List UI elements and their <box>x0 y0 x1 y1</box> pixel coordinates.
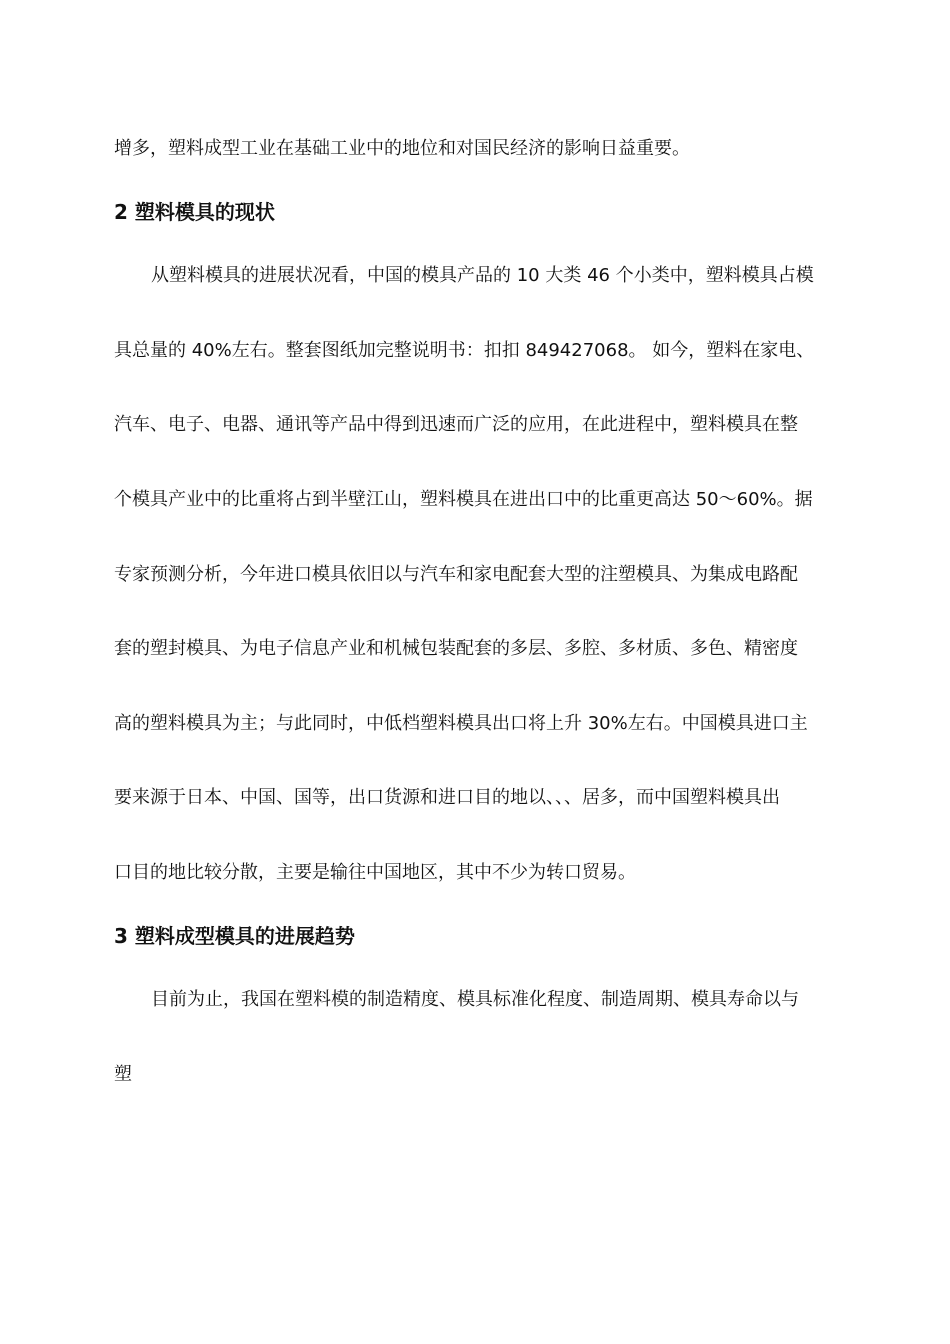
section-2-line-9: 口目的地比较分散，主要是输往中国地区，其中不少为转口贸易。 <box>114 862 636 883</box>
section-2-line-3: 汽车、电子、电器、通讯等产品中得到迅速而广泛的应用，在此进程中，塑料模具在整 <box>114 414 798 435</box>
section-2-line-7: 高的塑料模具为主；与此同时，中低档塑料模具出口将上升 30%左右。中国模具进口主 <box>114 713 808 734</box>
section-2-line-1: 从塑料模具的进展状况看，中国的模具产品的 10 大类 46 个小类中，塑料模具占模 <box>151 265 814 286</box>
section-2-line-2: 具总量的 40%左右。整套图纸加完整说明书：扣扣 849427068。 如今，塑料在家电、 <box>114 340 815 361</box>
paragraph-tail-line: 增多，塑料成型工业在基础工业中的地位和对国民经济的影响日益重要。 <box>114 138 690 159</box>
section-3-line-2: 塑 <box>114 1064 132 1085</box>
section-2-line-5: 专家预测分析，今年进口模具依旧以与汽车和家电配套大型的注塑模具、为集成电路配 <box>114 564 798 585</box>
section-3-heading: 3 塑料成型模具的进展趋势 <box>114 924 355 948</box>
section-2-line-6: 套的塑封模具、为电子信息产业和机械包装配套的多层、多腔、多材质、多色、精密度 <box>114 638 798 659</box>
section-2-line-8: 要来源于日本、中国、国等，出口货源和进口目的地以、、、居多，而中国塑料模具出 <box>114 787 780 808</box>
section-2-heading: 2 塑料模具的现状 <box>114 200 275 224</box>
section-3-line-1: 目前为止，我国在塑料模的制造精度、模具标准化程度、制造周期、模具寿命以与 <box>151 989 799 1010</box>
section-2-line-4: 个模具产业中的比重将占到半壁江山，塑料模具在进出口中的比重更高达 50～60%。据 <box>114 489 813 510</box>
